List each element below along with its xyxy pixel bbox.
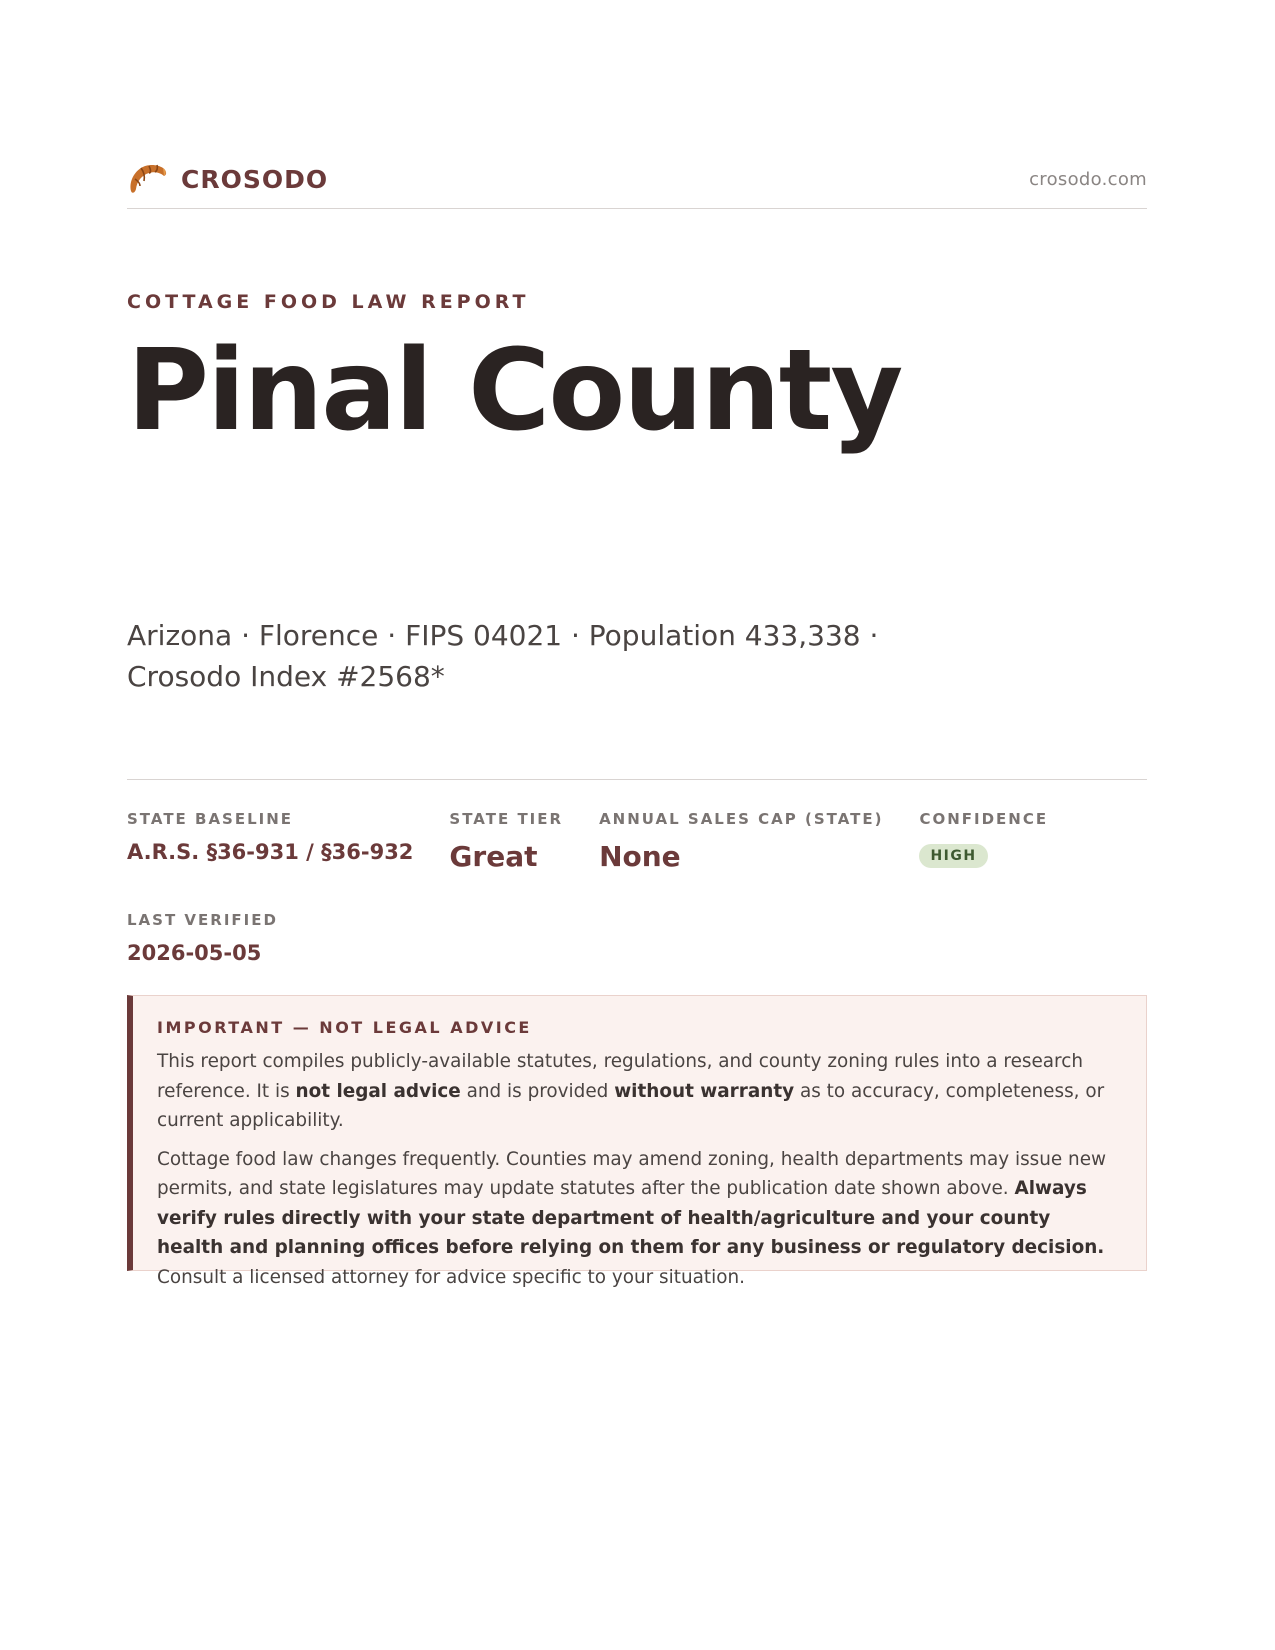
stat-label: STATE BASELINE bbox=[127, 810, 294, 828]
stat-last-verified bbox=[127, 911, 1111, 965]
stat-label: CONFIDENCE bbox=[919, 810, 1049, 828]
report-page bbox=[127, 150, 1147, 1288]
notice-emphasis: Always verify rules directly with your state department of health/agriculture and your county health and planning offices before relying on them for any business or regulatory decision. bbox=[157, 1178, 1105, 1258]
stat-value: Great bbox=[449, 840, 538, 873]
stat-annual-sales-cap bbox=[599, 810, 883, 873]
report-subtitle bbox=[127, 615, 887, 697]
notice-paragraph-2 bbox=[157, 1145, 1120, 1293]
notice-text: Consult a licensed attorney for advice specific to your situation. bbox=[157, 1266, 745, 1288]
stat-state-baseline bbox=[127, 810, 413, 873]
page-title: Pinal County bbox=[127, 326, 902, 456]
croissant-icon bbox=[127, 161, 169, 197]
stat-value: None bbox=[599, 840, 681, 873]
subtitle-line-2: Crosodo Index #2568* bbox=[127, 660, 445, 693]
stat-value: A.R.S. §36-931 / §36-932 bbox=[127, 840, 414, 864]
notice-emphasis: not legal advice bbox=[295, 1080, 461, 1102]
confidence-badge: HIGH bbox=[919, 844, 987, 868]
stat-confidence bbox=[919, 810, 1048, 873]
brand-name: CROSODO bbox=[181, 164, 329, 194]
stats-row bbox=[127, 810, 1147, 873]
brand bbox=[127, 161, 328, 197]
notice-emphasis: without warranty bbox=[614, 1080, 795, 1102]
stats-row-2 bbox=[127, 911, 1147, 965]
notice-heading: IMPORTANT — NOT LEGAL ADVICE bbox=[157, 1018, 532, 1037]
stat-state-tier bbox=[449, 810, 563, 873]
page-header bbox=[127, 150, 1147, 209]
legal-notice bbox=[127, 995, 1147, 1288]
notice-text: as to accuracy, completeness, or current applicability. bbox=[157, 1080, 1105, 1131]
stat-label: LAST VERIFIED bbox=[127, 911, 278, 929]
notice-text: Cottage food law changes frequently. Counties may amend zoning, health departments may issue new permits, and state legislatures may update statutes after the publication date shown above. bbox=[157, 1148, 1107, 1199]
stat-label: STATE TIER bbox=[449, 810, 564, 828]
notice-paragraph-1 bbox=[157, 1047, 1120, 1136]
stat-value: 2026-05-05 bbox=[127, 941, 262, 965]
stats-divider bbox=[127, 779, 1147, 780]
subtitle-line-1: Arizona · Florence · FIPS 04021 · Population 433,338 · bbox=[127, 619, 879, 652]
notice-text: and is provided bbox=[460, 1080, 615, 1102]
report-eyebrow: COTTAGE FOOD LAW REPORT bbox=[127, 291, 530, 313]
notice-text: This report compiles publicly-available statutes, regulations, and county zoning rules into a research reference. It is bbox=[157, 1051, 1083, 1102]
stat-label: ANNUAL SALES CAP (STATE) bbox=[599, 810, 884, 828]
site-url[interactable]: crosodo.com bbox=[1029, 168, 1147, 190]
